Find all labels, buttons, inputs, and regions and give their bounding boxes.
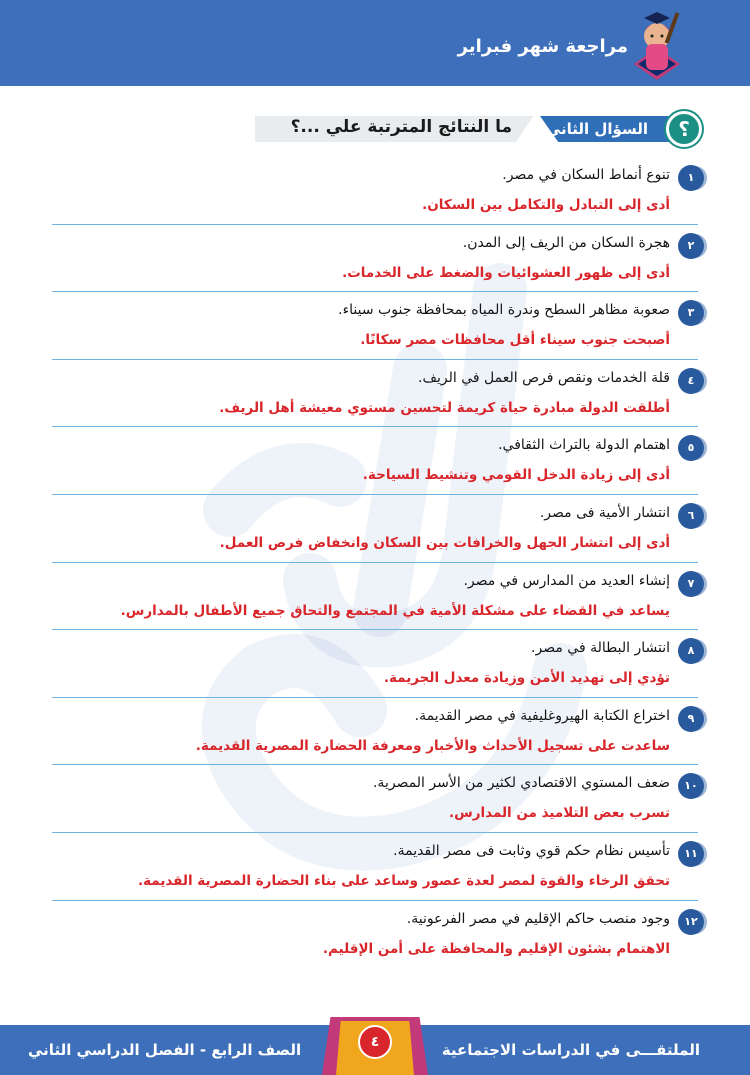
page-footer — [0, 1017, 750, 1075]
item-answer: أدى إلى انتشار الجهل والخرافات بين السكان وانخفاض فرص العمل. — [219, 534, 670, 551]
item-answer: أصبحت جنوب سيناء أقل محافظات مصر سكانًا. — [360, 332, 670, 349]
header-title: مراجعة شهر فبراير — [457, 36, 628, 57]
item-number: ٦ — [678, 503, 704, 529]
item-number: ١٠ — [678, 773, 704, 799]
list-item — [0, 495, 750, 563]
item-answer: تؤدي إلى تهديد الأمن وزيادة معدل الجريمة. — [383, 670, 670, 687]
list-item — [0, 563, 750, 631]
item-number: ٣ — [678, 300, 704, 326]
list-item — [0, 698, 750, 766]
grade-label: الصف الرابع - الفصل الدراسي الثاني — [28, 1041, 302, 1059]
item-number: ٩ — [678, 706, 704, 732]
item-statement: اهتمام الدولة بالتراث الثقافي. — [498, 437, 670, 454]
list-item — [0, 901, 750, 969]
item-statement: تنوع أنماط السكان في مصر. — [502, 167, 670, 183]
item-statement: انتشار البطالة في مصر. — [531, 640, 670, 657]
item-answer: تسرب بعض التلاميذ من المدارس. — [448, 805, 670, 822]
item-answer: الاهتمام بشئون الإقليم والمحافظة على أمن الإقليم. — [322, 940, 670, 957]
item-number: ٥ — [678, 435, 704, 461]
list-item — [0, 225, 750, 293]
item-statement: انتشار الأمية فى مصر. — [539, 504, 670, 521]
item-statement: اختراع الكتابة الهيروغليفية في مصر القديمة. — [414, 707, 670, 724]
question-heading — [0, 108, 750, 150]
item-number: ٧ — [678, 571, 704, 597]
list-item — [0, 833, 750, 901]
item-statement: قلة الخدمات ونقص فرص العمل في الريف. — [418, 369, 670, 386]
question-mark-icon: ؟ — [666, 111, 702, 147]
list-item — [0, 360, 750, 428]
review-list — [0, 157, 750, 968]
page-number: ٤ — [358, 1025, 392, 1059]
item-number: ١١ — [678, 841, 704, 867]
item-answer: ساعدت على تسجيل الأحداث والأخبار ومعرفة الحضارة المصرية القديمة. — [195, 737, 670, 754]
graduate-character-icon — [626, 6, 688, 90]
list-item — [0, 292, 750, 360]
question-prompt: ما النتائج المترتبة علي ...؟ — [290, 117, 512, 137]
question-label: السؤال الثاني — [545, 120, 648, 138]
item-number: ١٢ — [678, 909, 704, 935]
item-statement: إنشاء العديد من المدارس في مصر. — [463, 572, 670, 589]
list-item — [0, 157, 750, 225]
item-number: ٢ — [678, 233, 704, 259]
page-header — [0, 0, 750, 86]
item-number: ١ — [678, 165, 704, 191]
book-title: الملتقـــى في الدراسات الاجتماعية — [441, 1041, 700, 1059]
list-item — [0, 765, 750, 833]
item-answer: أدى إلى التبادل والتكامل بين السكان. — [422, 197, 670, 213]
item-answer: يساعد في القضاء على مشكلة الأمية في المجتمع والتحاق جميع الأطفال بالمدارس. — [120, 602, 670, 619]
item-answer: أدى إلى زيادة الدخل القومي وتنشيط السياحة. — [362, 467, 670, 484]
item-number: ٨ — [678, 638, 704, 664]
item-answer: أطلقت الدولة مبادرة حياة كريمة لتحسين مستوي معيشة أهل الريف. — [219, 399, 670, 416]
list-item — [0, 427, 750, 495]
item-statement: وجود منصب حاكم الإقليم في مصر الفرعونية. — [406, 910, 670, 927]
item-statement: هجرة السكان من الريف إلى المدن. — [462, 234, 670, 251]
item-answer: تحقق الرخاء والقوة لمصر لعدة عصور وساعد على بناء الحضارة المصرية القديمة. — [137, 872, 670, 889]
item-statement: ضعف المستوي الاقتصادي لكثير من الأسر المصرية. — [372, 775, 670, 792]
item-statement: تأسيس نظام حكم قوي وثابت فى مصر القديمة. — [393, 842, 670, 859]
item-number: ٤ — [678, 368, 704, 394]
list-item — [0, 630, 750, 698]
item-statement: صعوبة مظاهر السطح وندرة المياه بمحافظة جنوب سيناء. — [338, 302, 670, 319]
item-answer: أدى إلى ظهور العشوائيات والضغط على الخدمات. — [342, 264, 670, 281]
